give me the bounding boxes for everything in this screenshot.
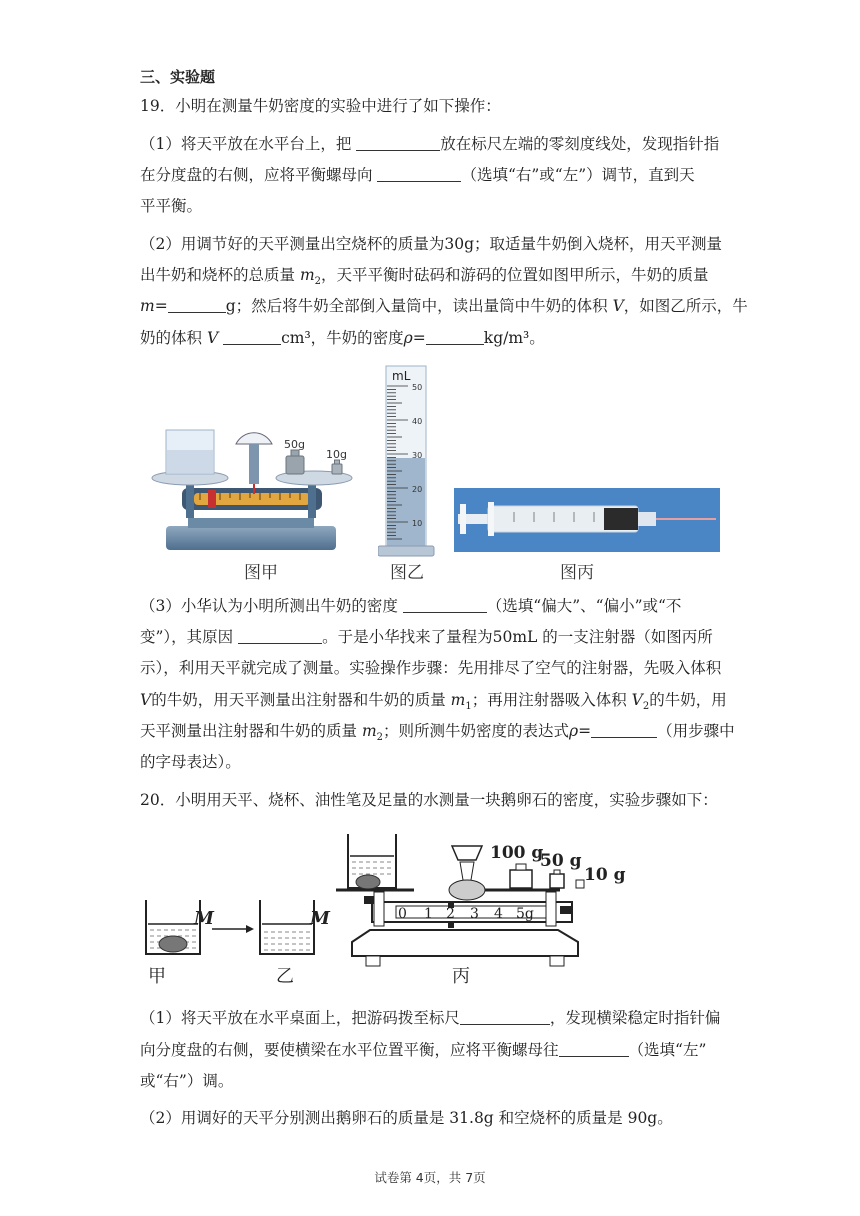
cylinder-tick-30: 30 <box>412 451 423 460</box>
q19-p1-line1: （1）将天平放在水平台上，把 放在标尺左端的零刻度线处，发现指针指 <box>140 135 720 153</box>
caption-jia: 图甲 <box>244 563 278 583</box>
q19-p3-line6: 的字母表达）。 <box>140 753 241 771</box>
weight-100g-label: 100 g <box>490 843 544 863</box>
label-M-jia: M <box>194 908 214 929</box>
q19-p2-line1: （2）用调节好的天平测量出空烧杯的质量为30g；取适量牛奶倒入烧杯，用天平测量 <box>140 235 723 253</box>
section-title: 三、实验题 <box>140 68 216 86</box>
answer-blank[interactable] <box>403 598 487 613</box>
q20-intro: 20．小明用天平、烧杯、油性笔及足量的水测量一块鹅卵石的密度，实验步骤如下： <box>140 791 718 809</box>
caption-q20-bing: 丙 <box>452 966 470 986</box>
q19-p2-line4: 奶的体积 V cm³，牛奶的密度ρ= kg/m³。 <box>140 329 545 347</box>
q19-p2-line3: m= g；然后将牛奶全部倒入量筒中，读出量筒中牛奶的体积 V，如图乙所示，牛 <box>140 297 748 315</box>
scale-num-1: 1 <box>424 906 433 922</box>
scale-num-3: 3 <box>470 906 479 922</box>
cylinder-tick-10: 10 <box>412 519 423 528</box>
answer-blank[interactable] <box>426 330 484 345</box>
q19-p3-line4: V的牛奶，用天平测量出注射器和牛奶的质量 $m_1$；再用注射器吸入体积 $V_2$的牛奶，用 <box>140 691 727 713</box>
q19-p2-line2: 出牛奶和烧杯的总质量 $m_2$，天平平衡时砝码和游码的位置如图甲所示，牛奶的质量 <box>140 266 709 288</box>
weight-10g-label: 10 g <box>584 865 626 885</box>
q19-p1-line2: 在分度盘的右侧，应将平衡螺母向 （选填“右”或“左”）调节，直到天 <box>140 166 695 184</box>
scale-num-4: 4 <box>494 906 503 922</box>
q20-p1-line3: 或“右”）调。 <box>140 1072 234 1090</box>
answer-blank[interactable] <box>238 629 322 644</box>
answer-blank[interactable] <box>168 298 226 313</box>
figure-q20 <box>140 826 640 986</box>
answer-blank[interactable] <box>460 1010 550 1025</box>
q20-p1-line1: （1）将天平放在水平桌面上，把游码拨至标尺 ，发现横梁稳定时指针偏 <box>140 1009 721 1027</box>
q19-p3-line3: 示），利用天平就完成了测量。实验操作步骤：先用排尽了空气的注射器，先吸入体积 <box>140 659 722 677</box>
scale-num-5g: 5g <box>516 906 534 922</box>
cylinder-tick-20: 20 <box>412 485 423 494</box>
caption-bing: 图丙 <box>560 563 594 583</box>
page-footer: 试卷第 4页，共 7页 <box>374 1170 486 1185</box>
cylinder-tick-40: 40 <box>412 417 423 426</box>
answer-blank[interactable] <box>559 1042 629 1057</box>
scale-num-2: 2 <box>446 906 455 922</box>
beaker-yi <box>260 900 314 954</box>
caption-q20-yi: 乙 <box>276 966 294 986</box>
weight-50g-label: 50 g <box>540 851 582 871</box>
q19-p3-line5: 天平测量出注射器和牛奶的质量 $m_2$；则所测牛奶密度的表达式ρ= （用步骤中 <box>140 722 735 744</box>
q19-p3-line1: （3）小华认为小明所测出牛奶的密度 （选填“偏大”、“偏小”或“不 <box>140 597 682 615</box>
cylinder-tick-50: 50 <box>412 383 423 392</box>
scale-num-0: 0 <box>398 906 407 922</box>
answer-blank[interactable] <box>356 136 440 151</box>
caption-q20-jia: 甲 <box>148 966 166 986</box>
figure-syringe-bing <box>454 488 720 552</box>
beaker-jia <box>146 900 200 954</box>
weight-50g-label: 50g <box>284 438 305 451</box>
q20-p1-line2: 向分度盘的右侧，要使横梁在水平位置平衡，应将平衡螺母往 （选填“左” <box>140 1041 707 1059</box>
q19-p3-line2: 变”），其原因 。于是小华找来了量程为50mL 的一支注射器（如图丙所 <box>140 628 713 646</box>
figure-balance-jia <box>148 422 356 554</box>
figure-cylinder-yi <box>378 362 438 558</box>
answer-blank[interactable] <box>377 167 461 182</box>
answer-blank[interactable] <box>223 330 281 345</box>
answer-blank[interactable] <box>591 723 657 738</box>
label-M-yi: M <box>310 908 330 929</box>
q19-intro: 19．小明在测量牛奶密度的实验中进行了如下操作： <box>140 97 501 115</box>
weight-10g-label: 10g <box>326 448 347 461</box>
caption-yi: 图乙 <box>390 563 424 583</box>
cylinder-unit: mL <box>392 369 411 383</box>
q19-p1-line3: 平平衡。 <box>140 197 203 215</box>
q20-p2-line1: （2）用调好的天平分别测出鹅卵石的质量是 31.8g 和空烧杯的质量是 90g。 <box>140 1109 673 1127</box>
